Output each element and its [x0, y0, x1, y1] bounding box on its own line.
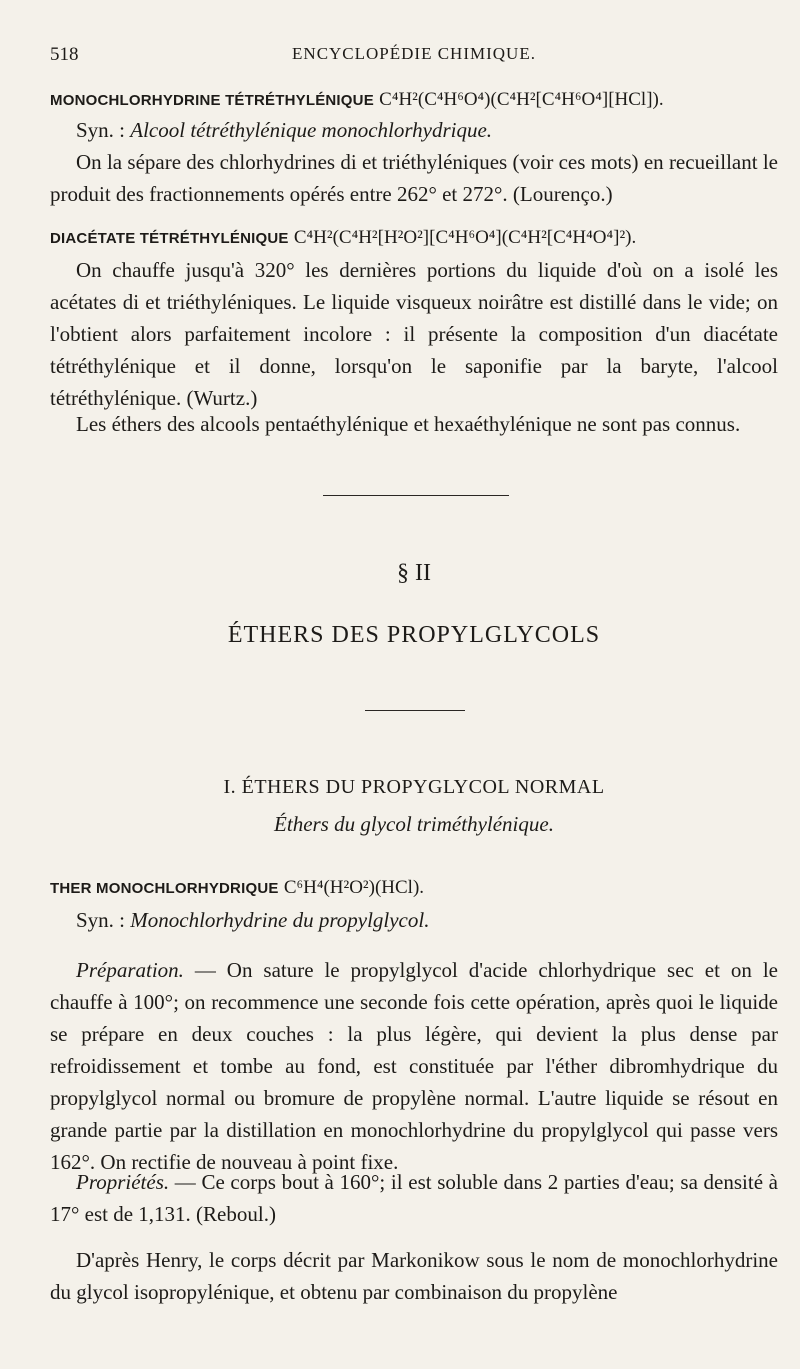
- properties-label: Propriétés.: [76, 1170, 170, 1194]
- entry-paragraph: Les éthers des alcools pentaéthylénique et hexaéthylénique ne sont pas connus.: [76, 412, 741, 436]
- page-number: 518: [50, 44, 79, 65]
- running-title: ENCYCLOPÉDIE CHIMIQUE.: [292, 44, 536, 63]
- preparation-text: — On sature le propylglycol d'acide chlorhydrique sec et on le chauffe à 100°; on recommence une seconde fois cette opération, après quoi le liquide se prépare en deux couches : la plus légère, qui devient la plus dense par refroidissement et tombe au fond, est constituée par l'éther dibromhydrique du propylglycol normal ou bromure de propylène normal. L'autre liquide se résout en grande partie par la distillation en monochlorhydrine du propylglycol qui passe vers 162°. On rectifie de nouveau à point fixe.: [50, 958, 778, 1174]
- divider: [365, 710, 465, 711]
- subsection-subtitle: Éthers du glycol triméthylénique.: [274, 812, 554, 836]
- entry-diacetate-heading: [50, 220, 778, 255]
- properties-text: — Ce corps bout à 160°; il est soluble dans 2 parties d'eau; sa densité à 17° est de 1,131. (Reboul.): [50, 1170, 778, 1226]
- divider: [323, 495, 509, 496]
- syn-value: Monochlorhydrine du propylglycol.: [130, 908, 430, 932]
- syn-label: Syn. :: [76, 908, 126, 932]
- entry-lemma: THER MONOCHLORHYDRIQUE: [50, 880, 279, 897]
- section-mark: § II: [397, 560, 431, 586]
- preparation-paragraph: [50, 954, 778, 1178]
- entry-paragraph: On la sépare des chlorhydrines di et triéthyléniques (voir ces mots) en recueillant le produit des fractionnements opérés entre 262° et 272°. (Lourenço.): [50, 150, 778, 206]
- entry-lemma: DIACÉTATE TÉTRÉTHYLÉNIQUE: [50, 230, 289, 247]
- running-head: [50, 44, 778, 70]
- syn-label: Syn. :: [76, 118, 126, 142]
- syn-value: Alcool tétréthylénique monochlorhydrique.: [130, 118, 493, 142]
- properties-paragraph: [50, 1166, 778, 1230]
- entry-monochlorhydrine-heading: [50, 82, 778, 117]
- subsection-title: I. ÉTHERS DU PROPYGLYCOL NORMAL: [223, 776, 605, 798]
- entry-synonym: [50, 904, 778, 936]
- preparation-label: Préparation.: [76, 958, 184, 982]
- entry-ether-heading: [50, 870, 778, 905]
- entry-paragraph: On chauffe jusqu'à 320° les dernières portions du liquide d'où on a isolé les acétates di et triéthyléniques. Le liquide visqueux noirâtre est distillé dans le vide; on l'obtient alors parfaitement incolore : il présente la composition d'un diacétate tétréthylénique et il donne, lorsqu'on le saponifie par la baryte, l'alcool tétréthylénique. (Wurtz.): [50, 258, 778, 410]
- entry-lemma: MONOCHLORHYDRINE TÉTRÉTHYLÉNIQUE: [50, 92, 374, 109]
- entry-formula: C⁴H²(C⁴H²[H²O²][C⁴H⁶O⁴](C⁴H²[C⁴H⁴O⁴]²).: [293, 227, 637, 248]
- entry-synonym: [50, 114, 778, 146]
- section-title: ÉTHERS DES PROPYLGLYCOLS: [227, 622, 601, 648]
- henry-paragraph: D'après Henry, le corps décrit par Markonikow sous le nom de monochlorhydrine du glycol isopropylénique, et obtenu par combinaison du propylène: [50, 1248, 778, 1304]
- entry-formula: C⁶H⁴(H²O²)(HCl).: [283, 877, 425, 898]
- entry-formula: C⁴H²(C⁴H⁶O⁴)(C⁴H²[C⁴H⁶O⁴][HCl]).: [379, 89, 664, 110]
